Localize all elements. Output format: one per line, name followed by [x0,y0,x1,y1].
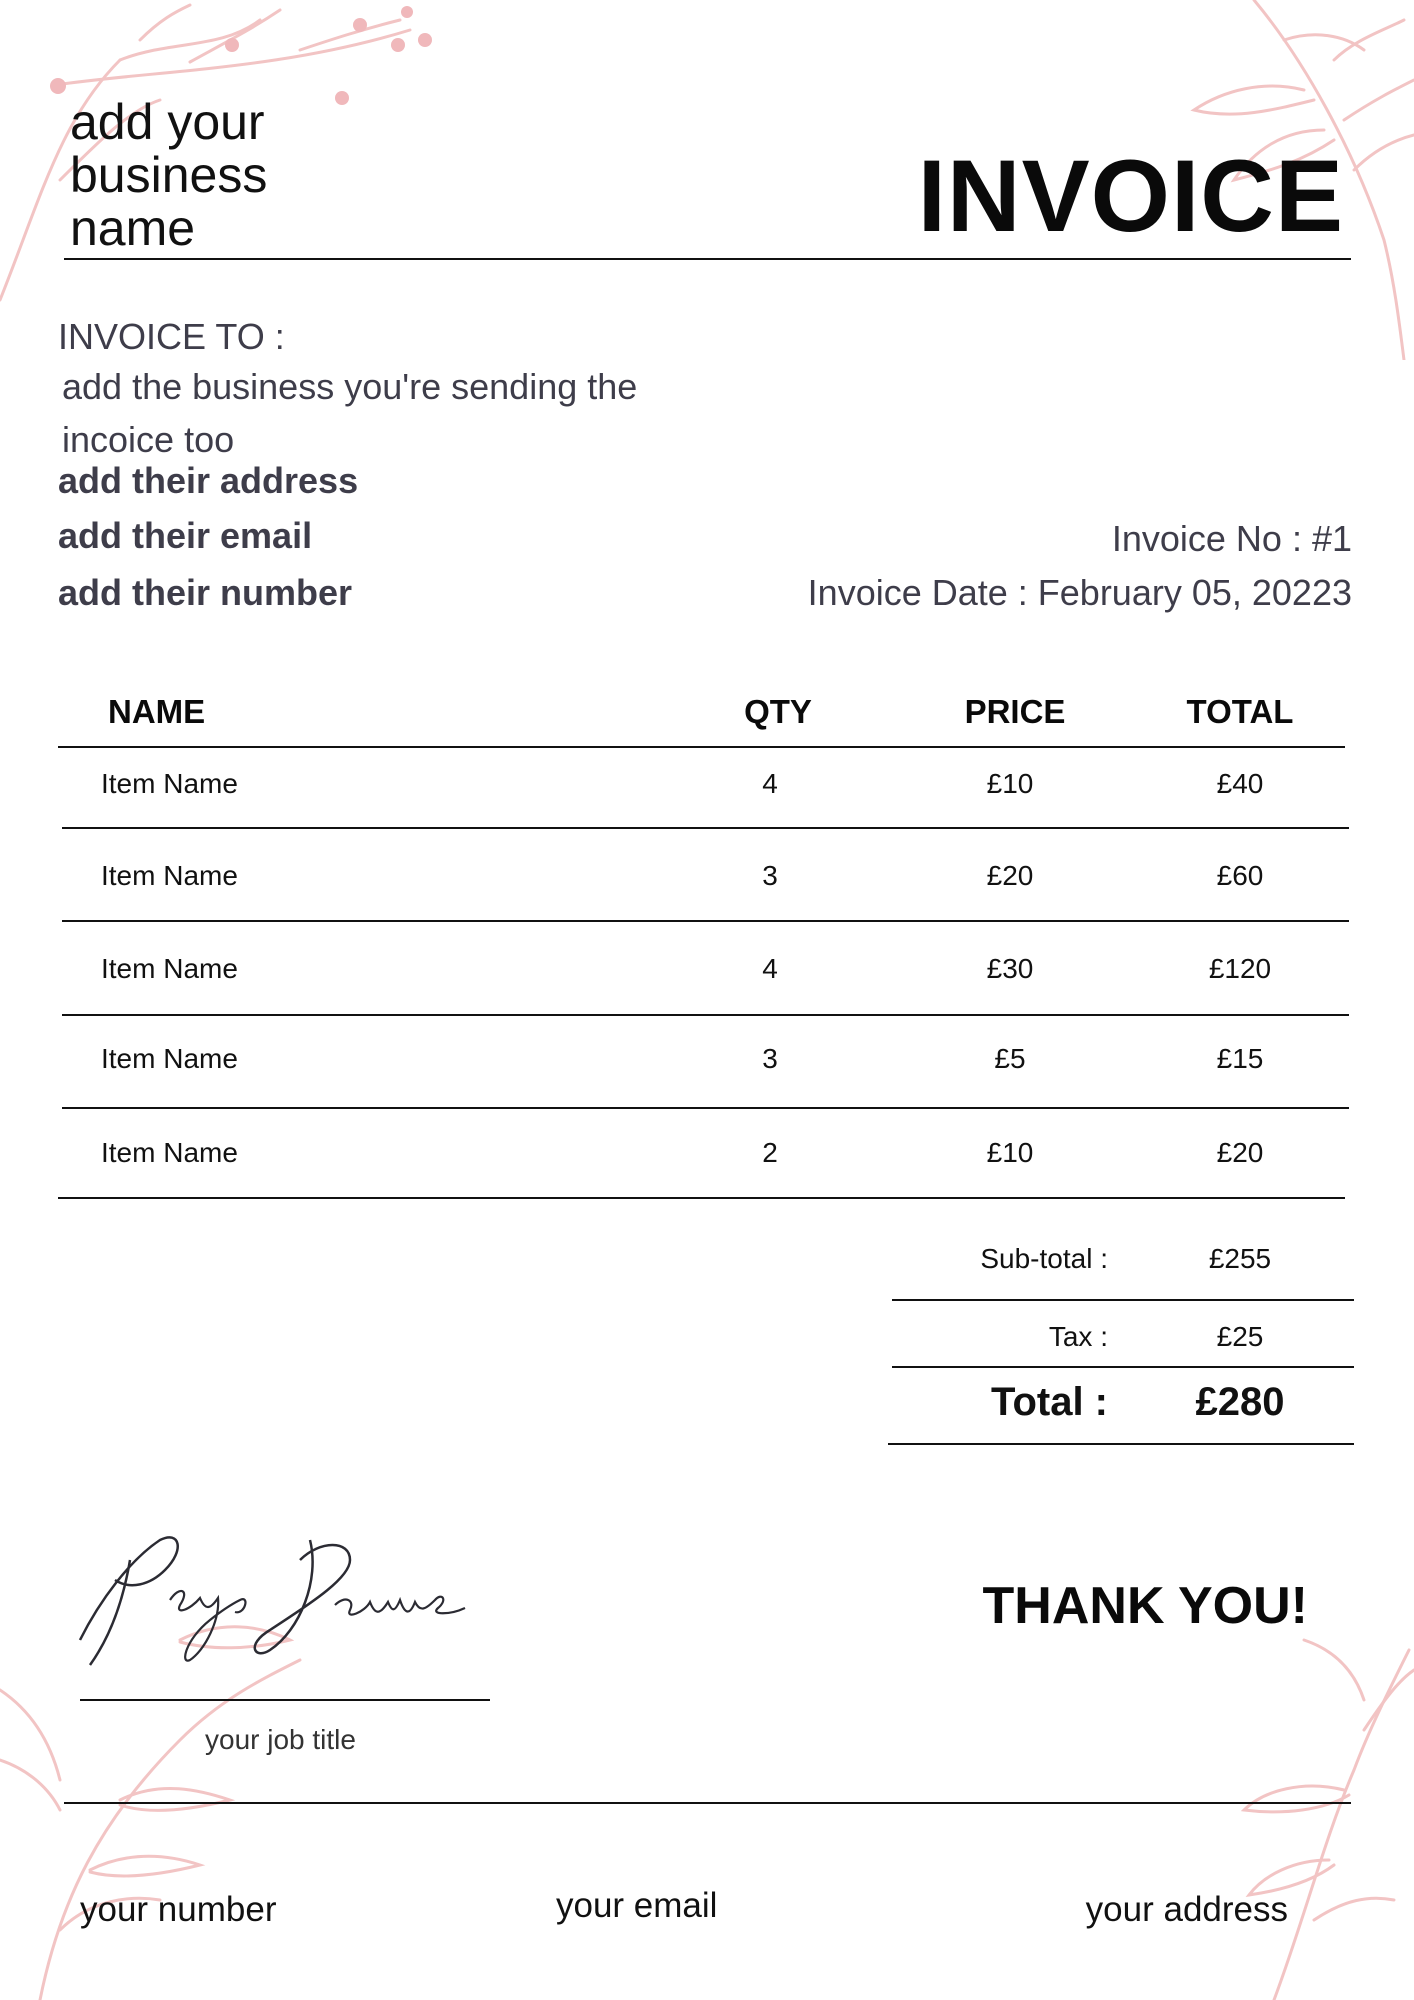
job-title: your job title [205,1724,356,1755]
column-header-total: TOTAL [1186,693,1294,730]
item-qty: 2 [762,1137,778,1168]
floral-bottom-right-decoration [1154,1620,1414,2000]
item-name: Item Name [101,860,238,891]
item-price: £30 [986,953,1034,984]
item-price: £20 [986,860,1034,891]
item-name: Item Name [101,953,238,984]
tax-value: £25 [1216,1321,1264,1352]
table-row [0,929,1414,1021]
total-value: £280 [1195,1380,1285,1424]
column-header-qty: QTY [744,693,812,730]
tax-label: Tax : [1048,1321,1108,1352]
item-price: £10 [986,768,1034,799]
item-name: Item Name [101,1137,238,1168]
item-qty: 3 [762,860,778,891]
item-total: £15 [1216,1043,1264,1074]
row-divider [62,827,1349,829]
footer-divider [64,1802,1351,1804]
footer-address: your address [1085,1890,1288,1929]
table-row [0,836,1414,928]
subtotal-divider [892,1299,1354,1301]
row-divider [62,1014,1349,1016]
table-bottom-divider [58,1197,1345,1199]
total-label: Total : [990,1380,1108,1424]
item-total: £120 [1208,953,1272,984]
footer-number: your number [80,1890,277,1929]
header-divider [64,258,1351,260]
total-divider [888,1443,1354,1445]
item-price: £10 [986,1137,1034,1168]
recipient-number: add their number [58,572,353,613]
item-price: £5 [994,1043,1026,1074]
thank-you-text: THANK YOU! [982,1577,1308,1635]
item-name: Item Name [101,768,238,799]
signature-line [80,1699,490,1701]
tax-divider [892,1366,1354,1368]
recipient-address: add their address [58,460,359,501]
column-header-name: NAME [108,693,206,730]
table-row [0,1019,1414,1111]
item-qty: 4 [762,953,778,984]
item-total: £60 [1216,860,1264,891]
business-name: add your business name [70,94,268,256]
item-total: £20 [1216,1137,1264,1168]
subtotal-label: Sub-total : [980,1243,1108,1274]
item-name: Item Name [101,1043,238,1074]
recipient-business: add the business you're sending the incoice too [62,366,638,460]
subtotal-value: £255 [1208,1243,1272,1274]
invoice-to-label: INVOICE TO : [58,316,285,357]
row-divider [62,920,1349,922]
footer-email: your email [556,1886,718,1925]
recipient-email: add their email [58,515,313,556]
item-qty: 3 [762,1043,778,1074]
table-row [0,744,1414,836]
item-total: £40 [1216,768,1264,799]
invoice-title: INVOICE [917,139,1344,253]
handwritten-signature [70,1520,490,1680]
invoice-number: Invoice No : #1 [1111,518,1352,559]
invoice-date: Invoice Date : February 05, 20223 [807,572,1352,613]
row-divider [62,1107,1349,1109]
column-header-price: PRICE [964,693,1066,730]
table-row [0,1113,1414,1205]
item-qty: 4 [762,768,778,799]
